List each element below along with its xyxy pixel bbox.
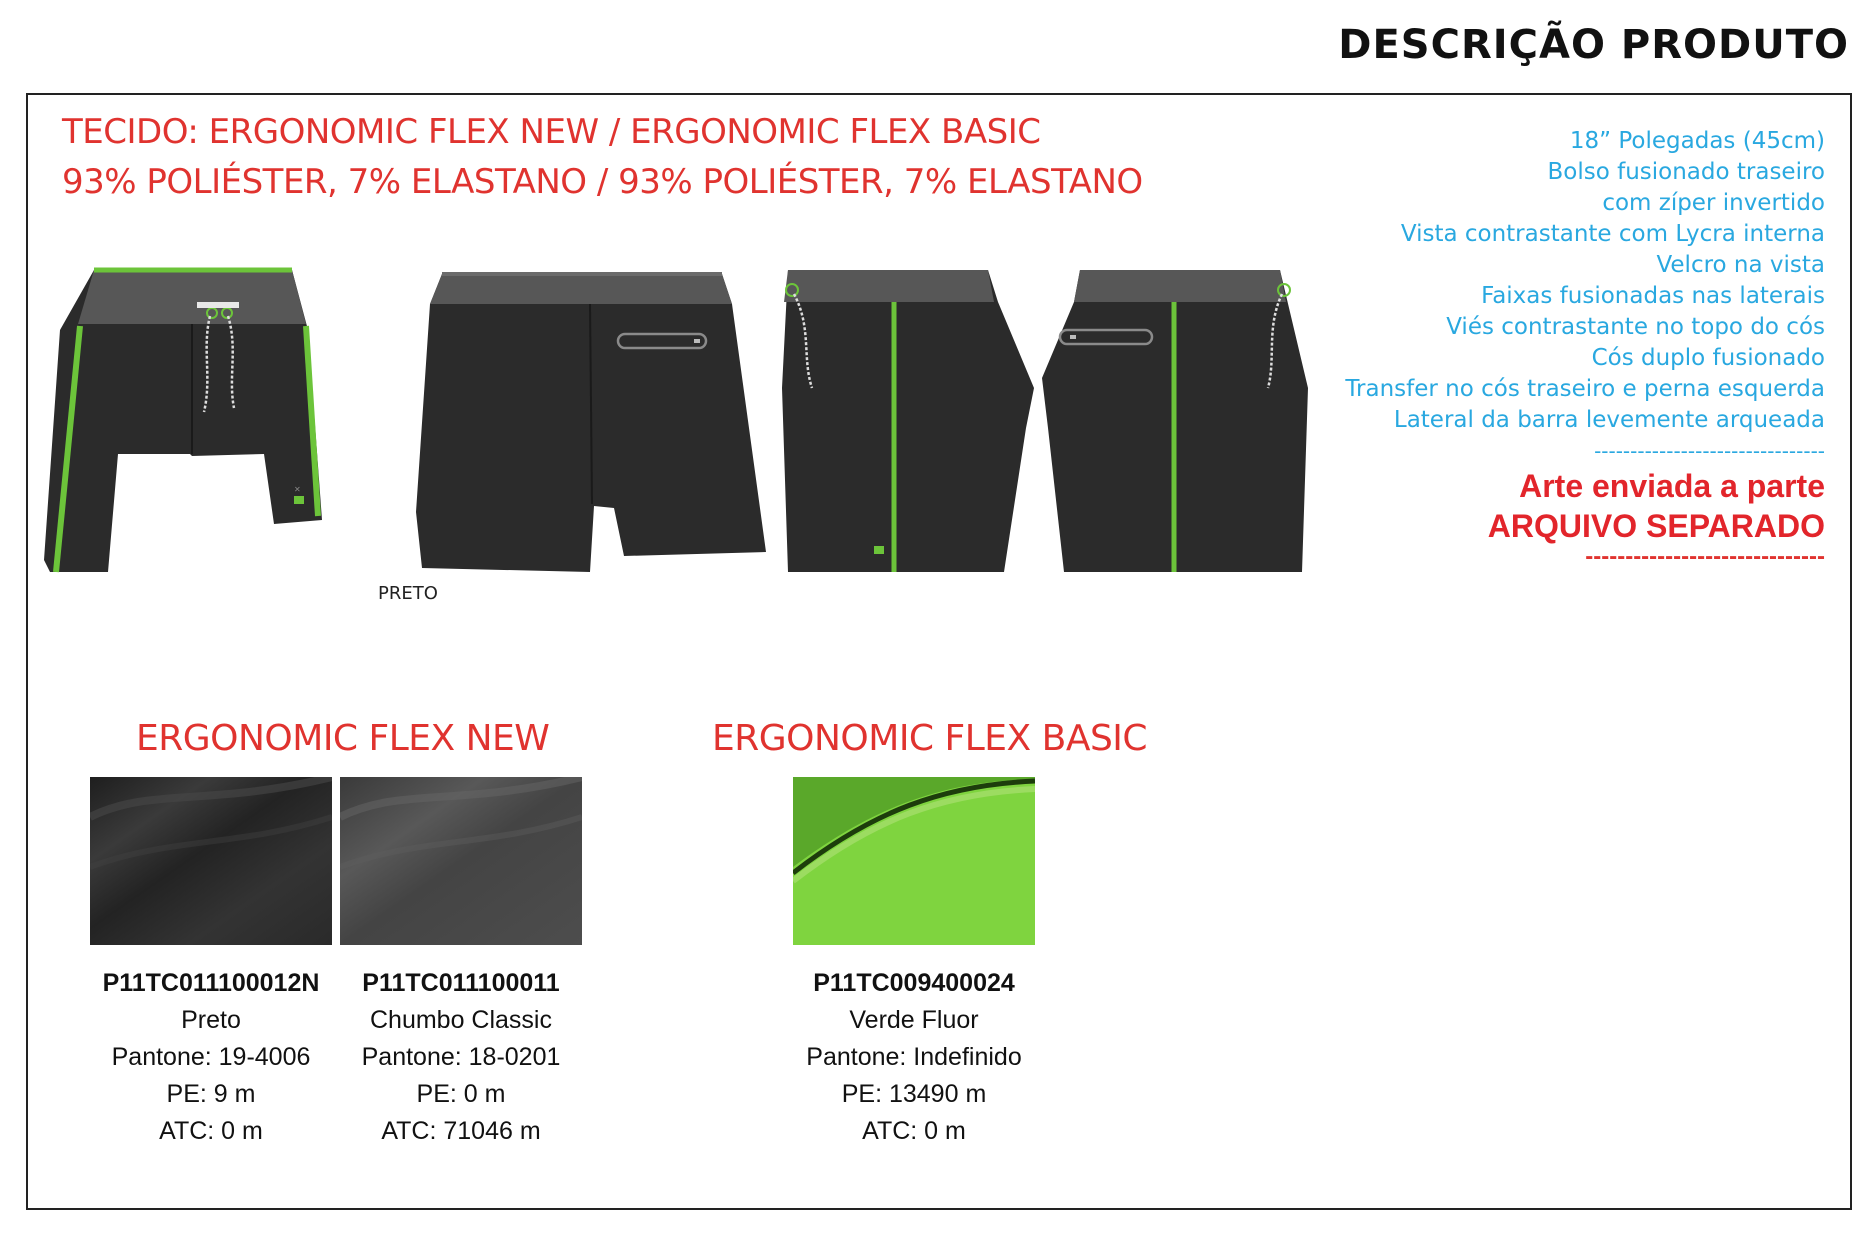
swatch-info-chumbo-classic: [331, 965, 591, 1150]
feature-item: Cós duplo fusionado: [1591, 345, 1825, 371]
fabric-composition-line-2: 93% POLIÉSTER, 7% ELASTANO / 93% POLIÉSTER, 7% ELASTANO: [62, 162, 1143, 202]
boardshort-back-flat: [414, 272, 766, 572]
swatch-code: P11TC011100011: [362, 969, 560, 997]
art-note: [1488, 466, 1825, 568]
boardshort-side-left-flat: [782, 268, 1034, 574]
swatch-pe: PE: 13490 m: [841, 1080, 987, 1108]
swatch-pe: PE: 0 m: [416, 1080, 506, 1108]
fabric-swatch-verde-fluor: [793, 777, 1035, 945]
svg-text:✕: ✕: [294, 485, 301, 494]
feature-item: Vista contrastante com Lycra interna: [1400, 221, 1825, 247]
feature-item: Viés contrastante no topo do cós: [1446, 314, 1825, 340]
swatch-color-name: Preto: [181, 1006, 241, 1034]
swatch-code: P11TC009400024: [813, 969, 1015, 997]
swatch-atc: ATC: 0 m: [862, 1117, 966, 1145]
feature-item: Transfer no cós traseiro e perna esquerda: [1345, 376, 1825, 402]
fabric-heading-flex-new: ERGONOMIC FLEX NEW: [136, 718, 550, 759]
swatch-atc: ATC: 0 m: [159, 1117, 263, 1145]
separator-red: ------------------------------: [1585, 543, 1825, 570]
fabric-composition-line-1: TECIDO: ERGONOMIC FLEX NEW / ERGONOMIC FLEX BASIC: [62, 112, 1041, 152]
swatch-pantone: Pantone: 19-4006: [111, 1043, 311, 1071]
swatch-info-verde-fluor: [784, 965, 1044, 1150]
boardshort-side-right-flat: [1040, 268, 1310, 574]
swatch-pantone: Pantone: Indefinido: [806, 1043, 1022, 1071]
feature-list: [1345, 126, 1825, 467]
feature-item: 18” Polegadas (45cm): [1569, 128, 1825, 154]
art-note-line-1: Arte enviada a parte: [1519, 468, 1825, 504]
swatch-atc: ATC: 71046 m: [381, 1117, 541, 1145]
feature-item: com zíper invertido: [1602, 190, 1825, 216]
feature-item: Faixas fusionadas nas laterais: [1481, 283, 1825, 309]
art-note-line-2: ARQUIVO SEPARADO: [1487, 508, 1825, 544]
swatch-pantone: Pantone: 18-0201: [361, 1043, 561, 1071]
colorway-label: PRETO: [378, 583, 438, 604]
swatch-color-name: Chumbo Classic: [369, 1006, 552, 1034]
feature-item: Velcro na vista: [1656, 252, 1825, 278]
fabric-heading-flex-basic: ERGONOMIC FLEX BASIC: [712, 718, 1148, 759]
feature-item: Bolso fusionado traseiro: [1547, 159, 1825, 185]
swatch-pe: PE: 9 m: [166, 1080, 256, 1108]
swatch-info-preto: [81, 965, 341, 1150]
boardshort-front-flat: [42, 268, 342, 573]
swatch-color-name: Verde Fluor: [849, 1006, 979, 1034]
separator-blue: --------------------------------: [1594, 439, 1825, 463]
feature-item: Lateral da barra levemente arqueada: [1393, 407, 1825, 433]
fabric-swatch-chumbo-classic: [340, 777, 582, 945]
page-title: DESCRIÇÃO PRODUTO: [1338, 22, 1849, 68]
fabric-swatch-preto: [90, 777, 332, 945]
swatch-code: P11TC011100012N: [102, 969, 320, 997]
